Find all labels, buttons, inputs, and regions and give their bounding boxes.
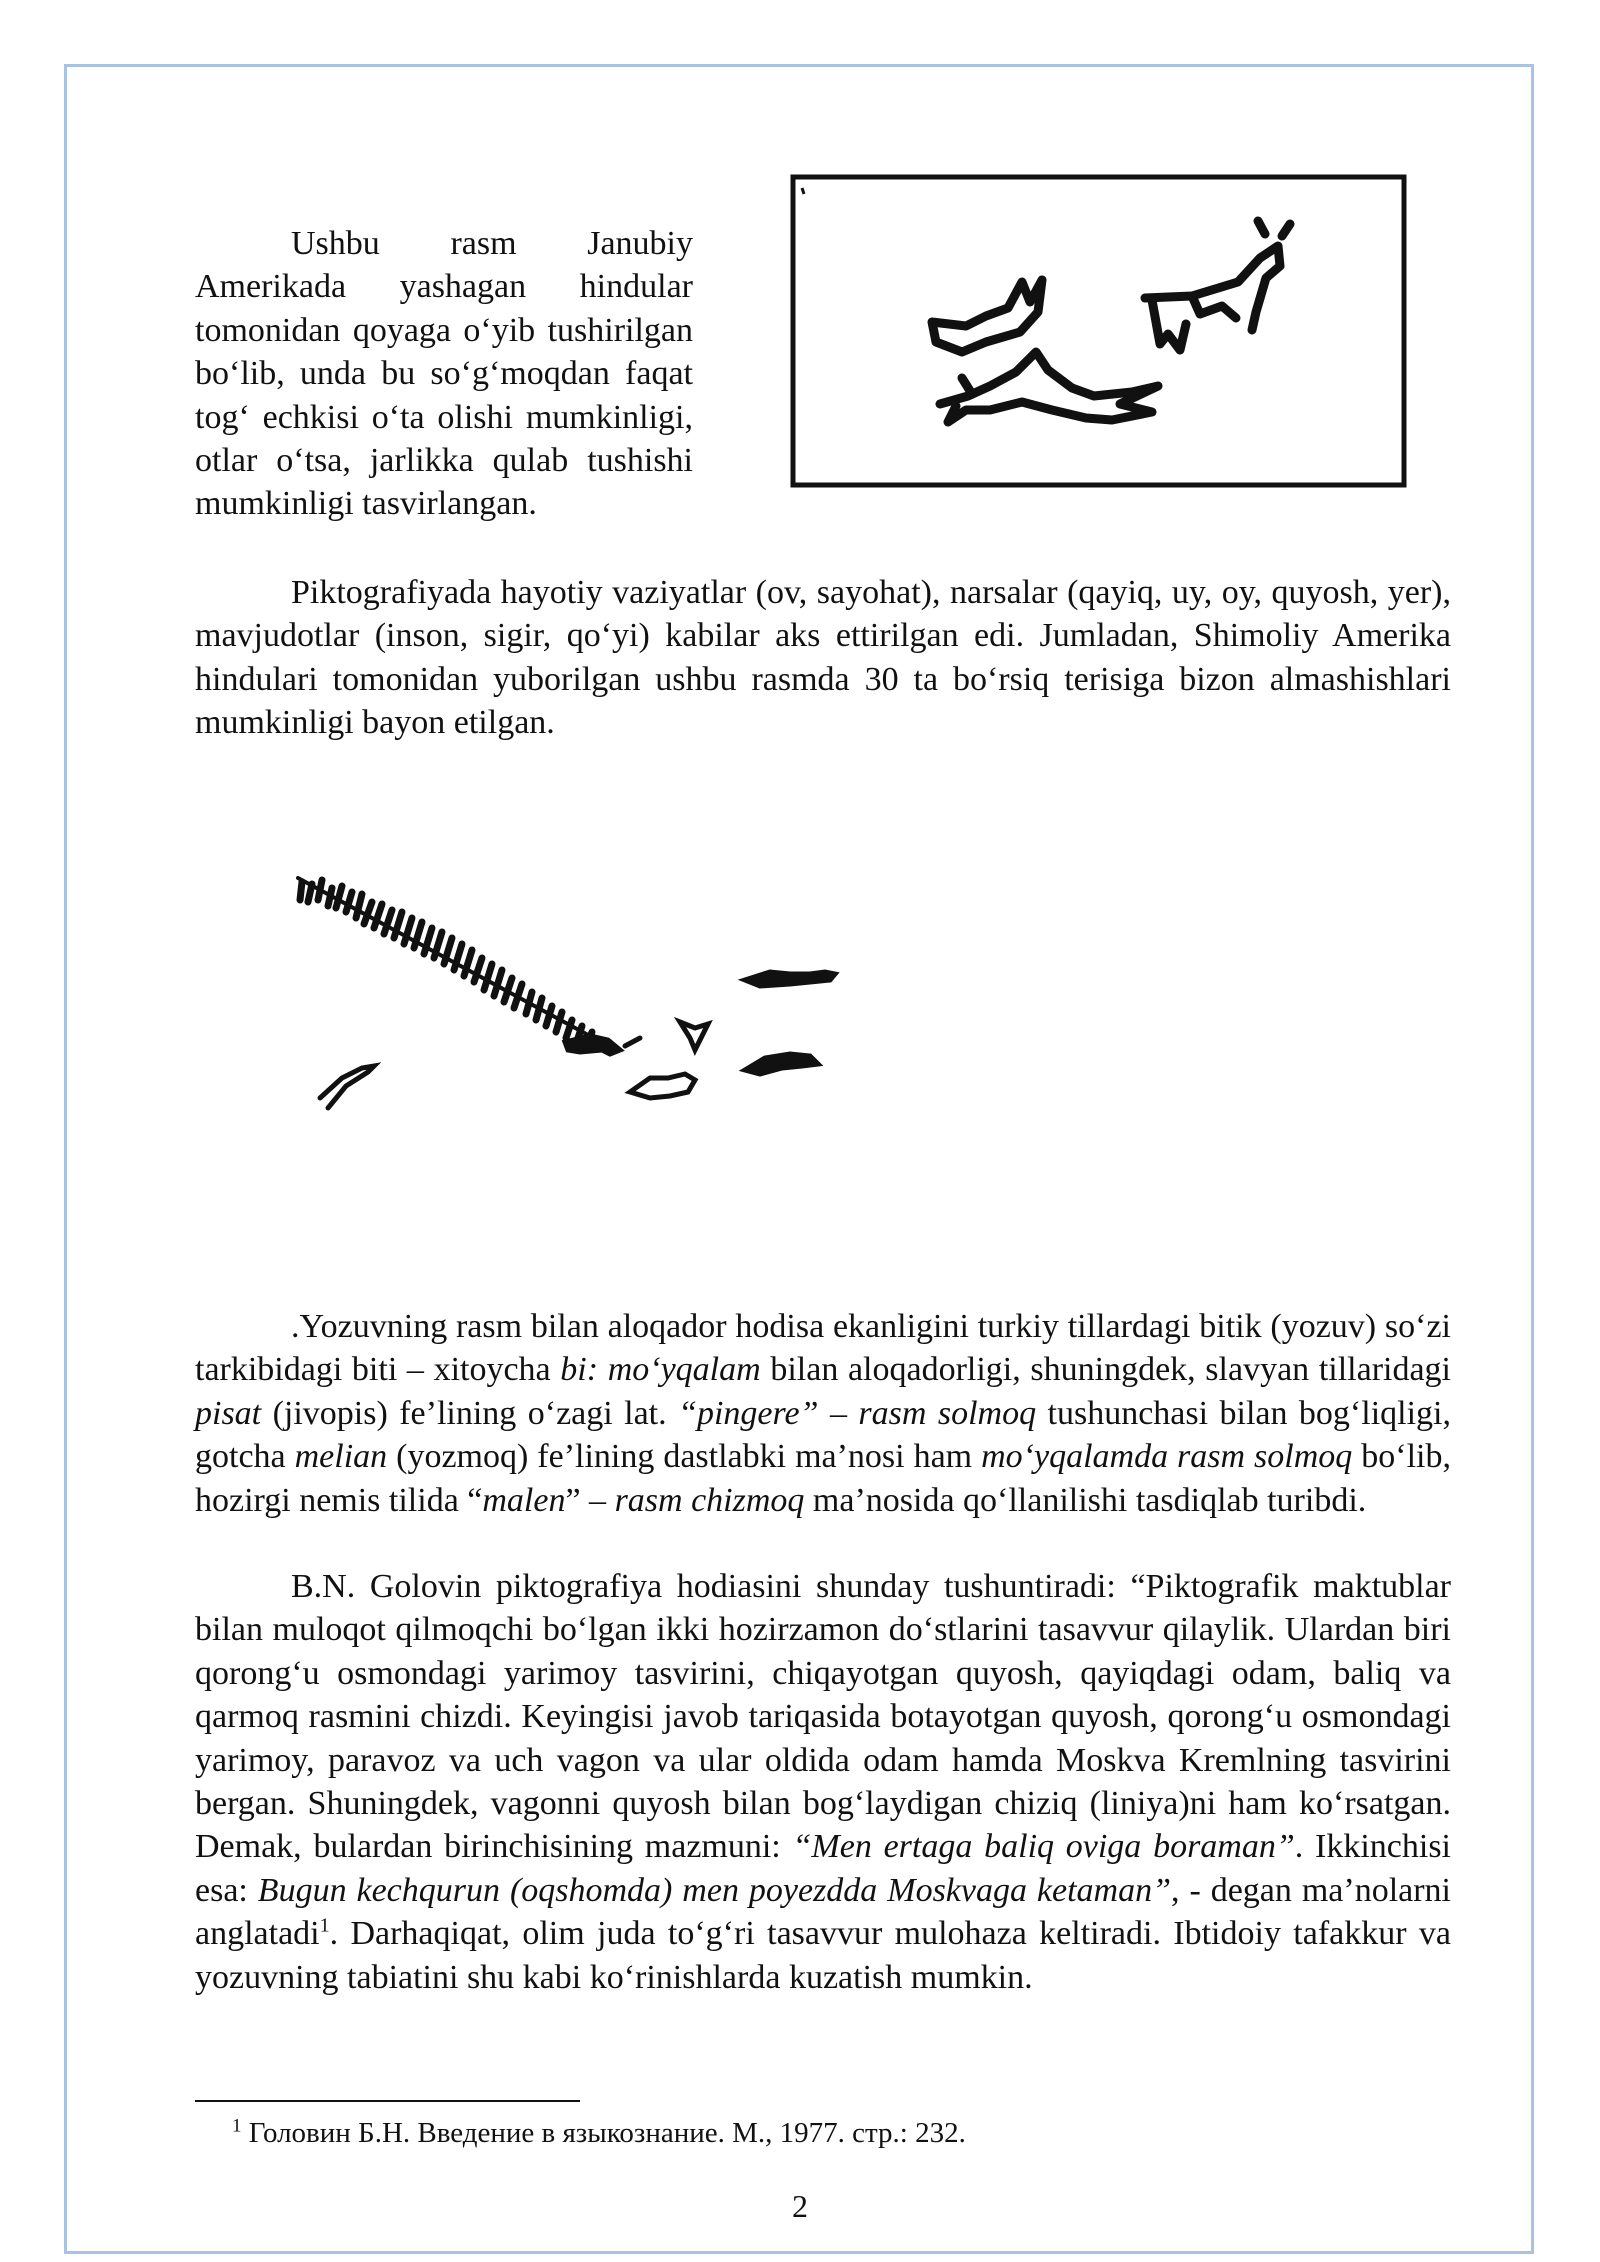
animal-figures: [320, 972, 835, 1108]
italic-term: bi: mo‘yqalam: [560, 1351, 761, 1389]
text-run: (yozmoq) fe’lining dastlabki ma’nosi ham: [387, 1438, 982, 1476]
footnote-text: Головин Б.Н. Введение в языкознание. М., 1977. стр.: 232.: [241, 2117, 966, 2149]
text-run: .Yozuvning rasm bilan aloqador hodisa ekanligini turkiy tillardagi bitik (yozuv) so‘zi tarkibidagi biti – xitoycha: [195, 1308, 1451, 1389]
text-run: ” –: [565, 1481, 615, 1519]
footnote-marker: 1: [232, 2115, 242, 2137]
text-run: . Ikkinchisi esa:: [195, 1828, 1452, 1909]
footnote: [232, 2113, 966, 2153]
goat-drawing: [1145, 221, 1290, 350]
paragraph-4: [195, 1565, 1451, 1999]
italic-quote: Bugun kechqurun (oqshomda) men poyezdda Moskvaga ketaman”: [257, 1871, 1172, 1909]
page-number: 2: [792, 2188, 808, 2224]
text-run: . Darhaqiqat, olim juda to‘g‘ri tasavvur mulohaza keltiradi. Ibtidoiy tafakkur va yozuvning tabiatini shu kabi ko‘rinishlarda kuzatish mumkin.: [195, 1915, 1451, 1996]
paragraph-3: [195, 1305, 1451, 1522]
italic-term: mo‘yqalamda rasm solmoq: [981, 1438, 1353, 1476]
tally-strokes: [298, 878, 592, 1050]
footnote-separator: [195, 2100, 580, 2102]
text-run: B.N. Golovin piktografiya hodiasini shunday tushuntiradi: “Piktografik maktublar bilan muloqot qilmoqchi bo‘lgan ikki hozirzamon do‘stlarini tasavvur qilaylik. Ulardan biri qorong‘u osmondagi yarimoy tasvirini, chiqayotgan quyosh, qayiqdagi odam, baliq va qarmoq rasmini chizdi. Keyingisi javob tariqasida botayotgan quyosh, qorong‘u osmondagi yarimoy, paravoz va uch vagon va ular oldida odam hamda Moskva Kremlning tasvirini bergan. Shuningdek, vagonni quyosh bilan bog‘laydigan chiziq (liniya)ni ham ko‘rsatgan. Demak, bulardan birinchisining mazmuni:: [195, 1568, 1451, 1866]
mark-dot: [802, 188, 804, 194]
paragraph-3-text: [195, 1305, 1451, 1522]
italic-term: rasm chizmoq: [614, 1481, 805, 1519]
italic-quote: “Men ertaga baliq oviga boraman”: [792, 1828, 1295, 1866]
text-run: bilan aloqadorligi, shuningdek, slavyan tillaridagi: [760, 1351, 1451, 1389]
figure-frame: [793, 177, 1404, 485]
text-run: bo‘lib, hozirgi nemis tilida “: [195, 1438, 1451, 1519]
text-run: tushunchasi bilan bog‘liqligi, gotcha: [195, 1394, 1451, 1476]
pictograph-message-figure: [290, 860, 860, 1120]
text-run: , - degan ma’nolarni anglatadi: [195, 1871, 1451, 1953]
paragraph-2: [195, 571, 1451, 745]
paragraph-4-text: [195, 1565, 1451, 1999]
text-run: ma’nosida qo‘llanilishi tasdiqlab turibdi.: [804, 1481, 1367, 1519]
footnote-reference: 1: [319, 1914, 330, 1937]
intro-text: Ushbu rasm Janubiy Amerikada yashagan hindular tomonidan qoyaga o‘yib tushirilgan bo‘lib, unda bu so‘g‘moqdan faqat tog‘ echkisi o‘ta olishi mumkinligi, otlar o‘tsa, jarlikka qulab tushishi mumkinligi tasvirlangan.: [195, 225, 693, 523]
text-run: (jivopis) fe’lining o‘zagi lat.: [261, 1394, 679, 1432]
italic-term: malen: [482, 1481, 566, 1519]
italic-term: melian: [294, 1438, 388, 1476]
italic-term: “pingere” – rasm solmoq: [678, 1394, 1037, 1432]
paragraph-2-text: Piktografiyada hayotiy vaziyatlar (ov, sayohat), narsalar (qayiq, uy, oy, quyosh, yer), mavjudotlar (inson, sigir, qo‘yi) kabilar aks ettirilgan edi. Jumladan, Shimoliy Amerika hindulari tomonidan yuborilgan ushbu rasmda 30 ta bo‘rsiq terisiga bizon almashishlari mumkinligi bayon etilgan.: [195, 574, 1451, 742]
rock-carving-figure: [790, 174, 1407, 488]
intro-paragraph: [195, 222, 693, 526]
falling-horses-drawing: [932, 280, 1158, 422]
italic-term: pisat: [195, 1394, 262, 1432]
